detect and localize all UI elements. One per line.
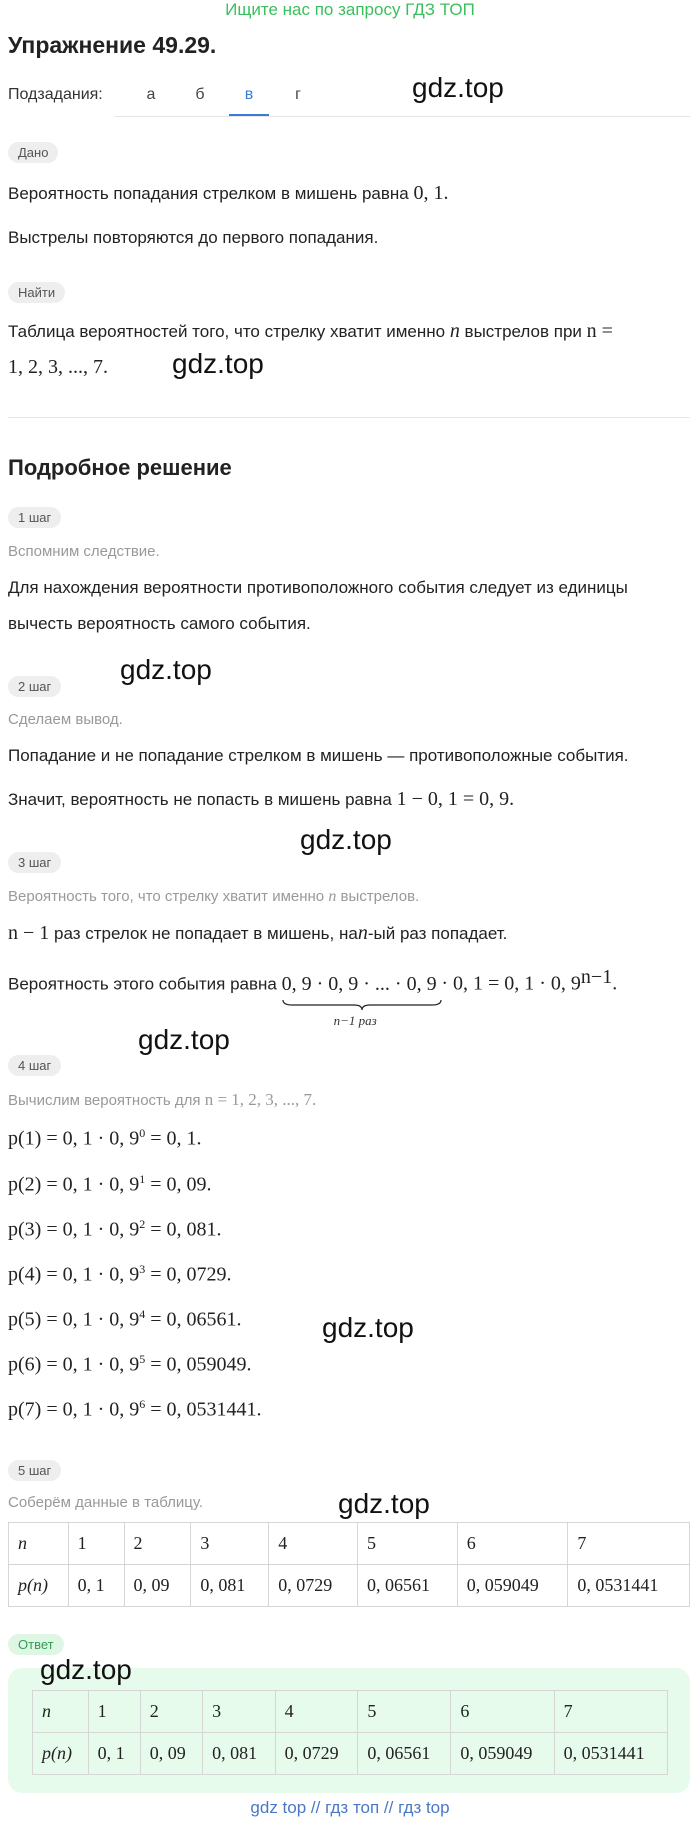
formula-rhs: = 0, 0729.: [145, 1263, 232, 1286]
step3-prob-dot: .: [612, 972, 618, 995]
table-cell: 7: [568, 1523, 690, 1565]
top-banner[interactable]: Ищите нас по запросу ГДЗ ТОП: [225, 0, 475, 19]
step4-hint-math: n = 1, 2, 3, ..., 7.: [204, 1090, 317, 1109]
formula-lhs: p(6) = 0, 1 · 0, 9: [8, 1353, 140, 1376]
formula-rhs: = 0, 1.: [145, 1127, 202, 1150]
formula-rhs: = 0, 059049.: [145, 1353, 252, 1376]
step2-hint: Сделаем вывод.: [8, 711, 123, 728]
watermark: gdz.top: [412, 72, 504, 103]
answer-pill: Ответ: [8, 1634, 64, 1655]
table-cell: 0, 09: [124, 1565, 191, 1607]
step1-text-1: Для нахождения вероятности противоположного события следует из единицы: [8, 578, 628, 597]
subtask-tab-a[interactable]: а: [146, 86, 156, 103]
watermark: gdz.top: [172, 348, 264, 379]
step5-pill-wrap: [8, 1460, 61, 1481]
given-line-2: Выстрелы повторяются до первого попадания.: [8, 228, 379, 247]
find-pill-wrap: [8, 282, 65, 303]
footer-links[interactable]: gdz top // гдз топ // гдз top: [250, 1798, 450, 1817]
table-cell: 3: [191, 1523, 269, 1565]
table-cell: 4: [269, 1523, 358, 1565]
step1-hint: Вспомним следствие.: [8, 543, 160, 560]
table-cell: 1: [68, 1523, 124, 1565]
table-cell: 0, 081: [203, 1733, 276, 1775]
subtask-tab-v[interactable]: в: [244, 86, 254, 103]
step2-text: Значит, вероятность не попасть в мишень равна: [8, 790, 392, 809]
step3-n-minus-1: n − 1: [8, 922, 50, 944]
table-cell: 5: [358, 1691, 451, 1733]
table-cell: 0, 09: [140, 1733, 202, 1775]
find-line-2: 1, 2, 3, ..., 7.: [8, 356, 108, 378]
step2-pill-wrap: [8, 676, 61, 697]
page-title: Упражнение 49.29.: [8, 32, 217, 58]
table-cell: 4: [275, 1691, 358, 1733]
table-cell: 0, 0531441: [568, 1565, 690, 1607]
given-math: 0, 1.: [413, 182, 449, 204]
formula-rhs: = 0, 09.: [145, 1173, 212, 1196]
watermark: gdz.top: [322, 1312, 414, 1343]
given-text: Вероятность попадания стрелком в мишень равна: [8, 184, 409, 203]
step3-text: раз стрелок не попадает в мишень, на: [54, 924, 358, 943]
table-cell: 1: [88, 1691, 140, 1733]
watermark: gdz.top: [338, 1488, 430, 1519]
find-line-1: [8, 320, 613, 343]
formula-lhs: p(4) = 0, 1 · 0, 9: [8, 1263, 140, 1286]
step4-hint: [8, 1090, 316, 1110]
step3-hint-end: выстрелов.: [340, 888, 420, 905]
find-pill: Найти: [8, 282, 65, 303]
formula-exp: 2: [139, 1217, 146, 1231]
table-cell: 2: [124, 1523, 191, 1565]
step2-pill: 2 шаг: [8, 676, 61, 697]
step3-prob-rest: · 0, 1 = 0, 1 · 0, 9: [441, 972, 581, 995]
step3-hint-n: n: [328, 888, 337, 905]
table-cell: 0, 06561: [358, 1733, 451, 1775]
subtask-tab-b[interactable]: б: [195, 86, 205, 103]
solution-table: [8, 1522, 690, 1607]
subtask-tab-g[interactable]: г: [295, 86, 301, 103]
step3-pill: 3 шаг: [8, 852, 61, 873]
watermark: gdz.top: [120, 654, 212, 685]
table-cell: 0, 081: [191, 1565, 269, 1607]
table-cell: 0, 059049: [457, 1565, 568, 1607]
given-pill: Дано: [8, 142, 58, 163]
underbrace-icon: [282, 999, 442, 1011]
step3-text-2: [8, 966, 618, 1028]
formula-p5: [8, 1307, 242, 1332]
table-cell: 0, 0729: [269, 1565, 358, 1607]
formula-p6: [8, 1352, 252, 1377]
formula-lhs: p(7) = 0, 1 · 0, 9: [8, 1398, 140, 1421]
formula-exp: 3: [139, 1262, 146, 1276]
step2-math: 1 − 0, 1 = 0, 9.: [396, 788, 515, 810]
formula-exp: 4: [139, 1307, 146, 1321]
step4-pill-wrap: [8, 1055, 61, 1076]
table-cell: 6: [451, 1691, 554, 1733]
step3-text-end: -ый раз попадает.: [367, 924, 508, 943]
table-cell: 5: [357, 1523, 457, 1565]
step3-hint: [8, 888, 419, 906]
underbrace-label: n−1 раз: [333, 1012, 377, 1028]
formula-p1: [8, 1126, 202, 1151]
watermark: gdz.top: [300, 824, 392, 855]
table-cell: 0, 06561: [357, 1565, 457, 1607]
table-cell: n: [33, 1691, 89, 1733]
subtasks-divider: [115, 116, 690, 117]
answer-pill-wrap: [8, 1634, 64, 1655]
answer-table-wrap: [32, 1690, 668, 1775]
step1-pill-wrap: [8, 507, 61, 528]
given-pill-wrap: [8, 142, 58, 163]
subtask-active-indicator: [229, 114, 269, 116]
table-cell: 0, 1: [68, 1565, 124, 1607]
step2-text-2: [8, 788, 514, 811]
step4-hint-text: Вычислим вероятность для: [8, 1092, 201, 1109]
underbrace-expr: 0, 9 · 0, 9 · ... · 0, 9: [281, 972, 437, 995]
find-n-eq: n =: [586, 320, 613, 342]
formula-exp: 5: [139, 1352, 146, 1366]
formula-exp: 6: [139, 1397, 146, 1411]
subtasks-label: Подзадания:: [8, 86, 103, 103]
formula-exp: 1: [139, 1172, 146, 1186]
step2-text-1: Попадание и не попадание стрелком в мишень — противоположные события.: [8, 746, 629, 765]
step3-prob-exp: n−1: [580, 966, 613, 988]
formula-rhs: = 0, 06561.: [145, 1308, 242, 1331]
watermark: gdz.top: [40, 1654, 132, 1685]
watermark: gdz.top: [138, 1024, 230, 1055]
formula-p7: [8, 1397, 262, 1422]
formula-exp: 0: [139, 1126, 146, 1140]
step1-pill: 1 шаг: [8, 507, 61, 528]
step3-n: n: [357, 922, 368, 944]
table-cell: p(n): [9, 1565, 69, 1607]
solution-table-wrap: [8, 1522, 690, 1607]
answer-table: [32, 1690, 668, 1775]
table-row: [33, 1691, 668, 1733]
find-n: n: [449, 320, 460, 342]
table-cell: 0, 059049: [451, 1733, 554, 1775]
formula-p3: [8, 1217, 222, 1242]
table-cell: p(n): [33, 1733, 89, 1775]
table-row: [9, 1523, 690, 1565]
table-cell: 0, 1: [88, 1733, 140, 1775]
step3-prob-text: Вероятность этого события равна: [8, 974, 277, 994]
table-cell: 7: [554, 1691, 667, 1733]
formula-rhs: = 0, 0531441.: [145, 1398, 262, 1421]
solution-title: Подробное решение: [8, 455, 232, 480]
table-row: [9, 1565, 690, 1607]
formula-lhs: p(5) = 0, 1 · 0, 9: [8, 1308, 140, 1331]
given-line-1: [8, 182, 448, 205]
table-cell: 0, 0531441: [554, 1733, 667, 1775]
table-cell: n: [9, 1523, 69, 1565]
formula-p2: [8, 1172, 212, 1197]
step4-pill: 4 шаг: [8, 1055, 61, 1076]
find-text-mid: выстрелов при: [464, 322, 582, 341]
underbrace-group: [281, 972, 437, 1028]
formula-lhs: p(1) = 0, 1 · 0, 9: [8, 1127, 140, 1150]
step3-text-1: [8, 922, 507, 945]
table-cell: 6: [457, 1523, 568, 1565]
table-cell: 3: [203, 1691, 276, 1733]
step5-pill: 5 шаг: [8, 1460, 61, 1481]
formula-p4: [8, 1262, 232, 1287]
find-text: Таблица вероятностей того, что стрелку хватит именно: [8, 322, 446, 341]
formula-lhs: p(2) = 0, 1 · 0, 9: [8, 1173, 140, 1196]
step1-text-2: вычесть вероятность самого события.: [8, 614, 311, 633]
formula-rhs: = 0, 081.: [145, 1218, 222, 1241]
step5-hint: Соберём данные в таблицу.: [8, 1494, 204, 1511]
table-cell: 2: [140, 1691, 202, 1733]
step3-hint-text: Вероятность того, что стрелку хватит именно: [8, 888, 325, 905]
step3-pill-wrap: [8, 852, 61, 873]
table-cell: 0, 0729: [275, 1733, 358, 1775]
formula-lhs: p(3) = 0, 1 · 0, 9: [8, 1218, 140, 1241]
section-divider: [8, 417, 690, 418]
table-row: [33, 1733, 668, 1775]
